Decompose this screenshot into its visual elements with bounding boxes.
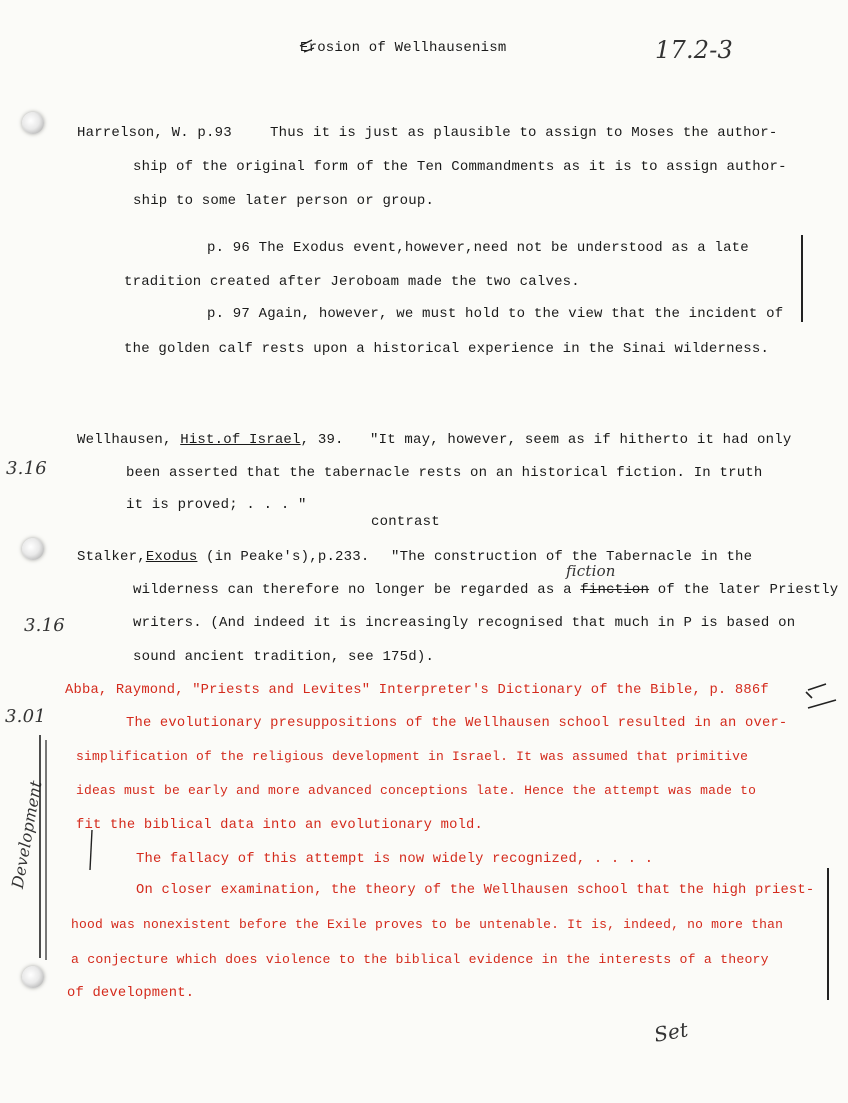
harrelson-p97-line-1: p. 97 Again, however, we must hold to the view that the incident of	[207, 306, 784, 322]
abba-p3-line-2: hood was nonexistent before the Exile proves to be untenable. It is, indeed, no more than	[71, 917, 784, 932]
stalker-work: Exodus	[145, 549, 198, 565]
wellhausen-work: Hist.of Israel	[180, 432, 301, 448]
harrelson-p96-line-1: p. 96 The Exodus event,however,need not be understood as a late	[207, 240, 749, 256]
margin-note-set: Set	[652, 1017, 691, 1047]
harrelson-p97-line-2: the golden calf rests upon a historical experience in the Sinai wilderness.	[124, 341, 770, 357]
harrelson-line-2: ship of the original form of the Ten Commandments as it is to assign author-	[133, 159, 787, 175]
harrelson-line-3: ship to some later person or group.	[133, 193, 435, 209]
title-ink-mark	[300, 40, 314, 52]
abba-p2: The fallacy of this attempt is now widely recognized, . . . .	[136, 852, 654, 867]
stalker-line-4: sound ancient tradition, see 175d).	[133, 649, 435, 665]
stalker-line-3: writers. (And indeed it is increasingly recognised that much in P is based on	[133, 615, 796, 631]
wellhausen-line-2: been asserted that the tabernacle rests on an historical fiction. In truth	[126, 465, 763, 481]
checkmark-2	[808, 700, 836, 708]
reference-number: 17.2-3	[655, 36, 734, 64]
stalker-inserted-word: fiction	[566, 562, 616, 580]
stalker-line-1: "The construction of the Tabernacle in the	[391, 549, 753, 565]
checkmark-1	[806, 684, 826, 698]
page-title: Erosion of Wellhausenism	[300, 40, 507, 56]
abba-p1-line-4: fit the biblical data into an evolutionary mold.	[76, 818, 484, 833]
abba-citation: Abba, Raymond, "Priests and Levites" Interpreter's Dictionary of the Bible, p. 886f	[65, 683, 769, 698]
wellhausen-page: , 39.	[300, 432, 344, 448]
margin-note-3: 3.01	[5, 706, 46, 727]
stalker-line-2-start: wilderness can therefore no longer be regarded as a	[133, 582, 581, 598]
margin-note-2: 3.16	[24, 615, 65, 636]
contrast-label: contrast	[371, 514, 440, 530]
abba-p3-line-1: On closer examination, the theory of the Wellhausen school that the high priest-	[136, 883, 815, 898]
abba-p3-line-3: a conjecture which does violence to the biblical evidence in the interests of a theory	[71, 952, 769, 967]
harrelson-citation: Harrelson, W. p.93	[77, 125, 232, 141]
stalker-cite: (in Peake's),p.233.	[197, 549, 370, 565]
margin-note-1: 3.16	[6, 458, 47, 479]
wellhausen-author: Wellhausen,	[77, 432, 181, 448]
stalker-line-2-end: of the later Priestly	[649, 582, 839, 598]
abba-p3-line-4: of development.	[67, 986, 195, 1001]
abba-p1-line-2: simplification of the religious development in Israel. It was assumed that primitive	[76, 749, 749, 764]
wellhausen-line-1: "It may, however, seem as if hitherto it had only	[370, 432, 792, 448]
left-margin-tick	[90, 830, 92, 870]
harrelson-line-1: Thus it is just as plausible to assign to Moses the author-	[270, 125, 778, 141]
abba-p1-line-3: ideas must be early and more advanced conceptions late. Hence the attempt was made to	[76, 783, 757, 798]
stalker-author: Stalker,	[77, 549, 146, 565]
wellhausen-line-3: it is proved; . . . "	[126, 497, 307, 513]
margin-note-development: Development	[7, 778, 46, 891]
abba-p1-line-1: The evolutionary presuppositions of the Wellhausen school resulted in an over-	[126, 716, 788, 731]
stalker-struck-word: finction	[580, 582, 650, 598]
harrelson-p96-line-2: tradition created after Jeroboam made the two calves.	[124, 274, 580, 290]
